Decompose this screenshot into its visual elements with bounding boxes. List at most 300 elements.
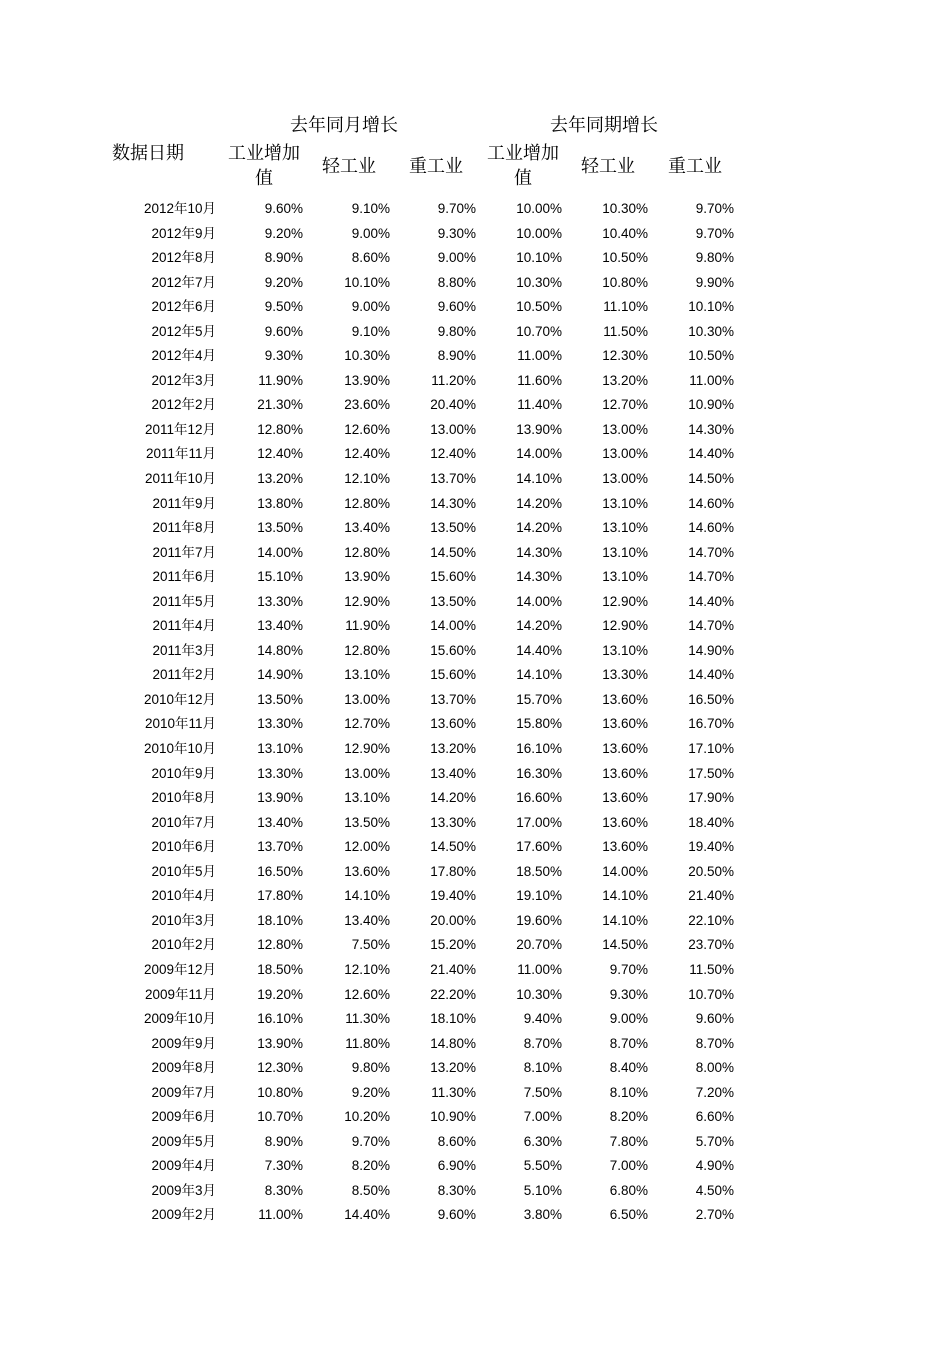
light-month-cell: 12.80% xyxy=(344,642,390,658)
light-period-cell: 13.60% xyxy=(602,839,648,855)
added-value-month-cell: 13.30% xyxy=(257,716,303,732)
added-value-period-cell: 16.10% xyxy=(516,741,562,757)
table-row xyxy=(0,393,950,418)
added-value-month-cell: 14.00% xyxy=(257,544,303,560)
table-row xyxy=(0,1154,950,1179)
heavy-period-cell: 14.60% xyxy=(688,520,734,536)
heavy-month-cell: 14.30% xyxy=(430,495,476,511)
heavy-month-cell: 20.40% xyxy=(430,397,476,413)
date-cell: 2009年9月 xyxy=(151,1035,216,1051)
light-period-cell: 10.30% xyxy=(602,201,648,216)
added-value-month-cell: 7.30% xyxy=(264,1158,303,1174)
light-period-cell: 10.80% xyxy=(602,274,648,290)
light-period-cell: 13.60% xyxy=(602,741,648,757)
table-row xyxy=(0,369,950,394)
light-month-cell: 9.70% xyxy=(351,1133,390,1149)
table-row xyxy=(0,712,950,737)
date-cell: 2010年6月 xyxy=(151,839,216,855)
light-month-cell: 13.40% xyxy=(344,912,390,928)
light-month-cell: 14.40% xyxy=(344,1207,390,1223)
heavy-month-cell: 13.50% xyxy=(430,520,476,536)
added-value-month-cell: 13.40% xyxy=(257,814,303,830)
table-row xyxy=(0,295,950,320)
added-value-month-cell: 8.90% xyxy=(264,1133,303,1149)
light-month-cell: 13.40% xyxy=(344,520,390,536)
added-value-period-cell: 16.30% xyxy=(516,765,562,781)
heavy-month-cell: 10.90% xyxy=(430,1109,476,1125)
added-value-period-cell: 16.60% xyxy=(516,790,562,806)
table-row xyxy=(0,835,950,860)
heavy-period-cell: 14.60% xyxy=(688,495,734,511)
added-value-period-cell: 19.10% xyxy=(516,888,562,904)
light-period-cell: 14.10% xyxy=(602,888,648,904)
table-row xyxy=(0,197,950,222)
added-value-month-cell: 13.30% xyxy=(257,593,303,609)
added-value-period-cell: 19.60% xyxy=(516,912,562,928)
added-value-month-cell: 10.70% xyxy=(257,1109,303,1125)
date-cell: 2011年7月 xyxy=(152,544,216,560)
heavy-month-cell: 6.90% xyxy=(437,1158,476,1174)
table-row xyxy=(0,271,950,296)
added-value-month-cell: 13.70% xyxy=(257,839,303,855)
added-value-period-cell: 14.00% xyxy=(516,446,562,462)
table-row xyxy=(0,320,950,345)
added-value-month-cell: 8.90% xyxy=(264,250,303,266)
date-cell: 2010年5月 xyxy=(151,863,216,879)
added-value-period-cell: 3.80% xyxy=(523,1207,562,1223)
column-header-heavy-month: 重工业 xyxy=(409,156,463,177)
light-period-cell: 13.10% xyxy=(602,495,648,511)
added-value-month-cell: 11.00% xyxy=(258,1207,303,1223)
table-row xyxy=(0,344,950,369)
heavy-period-cell: 11.50% xyxy=(689,961,734,977)
light-month-cell: 7.50% xyxy=(351,937,390,953)
table-row xyxy=(0,541,950,566)
added-value-period-cell: 17.60% xyxy=(516,839,562,855)
added-value-month-cell: 12.30% xyxy=(257,1060,303,1076)
added-value-period-cell: 14.20% xyxy=(516,495,562,511)
table-row xyxy=(0,418,950,443)
light-period-cell: 14.00% xyxy=(602,863,648,879)
date-cell: 2010年10月 xyxy=(143,741,216,757)
light-period-cell: 11.10% xyxy=(603,299,648,315)
light-month-cell: 9.20% xyxy=(351,1084,390,1100)
light-month-cell: 12.60% xyxy=(344,986,390,1002)
date-cell: 2010年3月 xyxy=(151,912,216,928)
added-value-month-cell: 17.80% xyxy=(257,888,303,904)
light-period-cell: 12.70% xyxy=(602,397,648,413)
heavy-period-cell: 10.70% xyxy=(688,986,734,1002)
added-value-period-cell: 18.50% xyxy=(516,863,562,879)
heavy-period-cell: 14.40% xyxy=(688,667,734,683)
heavy-period-cell: 17.50% xyxy=(688,765,734,781)
light-period-cell: 13.10% xyxy=(602,569,648,585)
added-value-period-cell: 15.70% xyxy=(516,691,562,707)
heavy-month-cell: 14.00% xyxy=(430,618,476,634)
light-period-cell: 11.50% xyxy=(603,323,648,339)
added-value-month-cell: 9.60% xyxy=(264,201,303,216)
date-cell: 2009年5月 xyxy=(151,1133,216,1149)
added-value-period-cell: 8.10% xyxy=(523,1060,562,1076)
date-cell: 2012年9月 xyxy=(151,225,216,241)
heavy-month-cell: 9.30% xyxy=(437,225,476,241)
date-cell: 2011年8月 xyxy=(152,520,216,536)
light-month-cell: 13.10% xyxy=(344,790,390,806)
date-cell: 2009年4月 xyxy=(151,1158,216,1174)
added-value-period-cell: 14.10% xyxy=(516,471,562,487)
light-period-cell: 12.90% xyxy=(602,593,648,609)
added-value-month-cell: 9.60% xyxy=(264,323,303,339)
heavy-period-cell: 16.70% xyxy=(688,716,734,732)
heavy-month-cell: 8.80% xyxy=(437,274,476,290)
heavy-period-cell: 14.40% xyxy=(688,593,734,609)
added-value-period-cell: 10.50% xyxy=(516,299,562,315)
added-value-month-cell: 18.10% xyxy=(257,912,303,928)
light-period-cell: 13.10% xyxy=(602,642,648,658)
added-value-month-cell: 16.10% xyxy=(257,1011,303,1027)
heavy-month-cell: 8.30% xyxy=(437,1182,476,1198)
column-header-date: 数据日期 xyxy=(112,143,184,164)
added-value-period-cell: 14.10% xyxy=(516,667,562,683)
added-value-period-cell: 14.40% xyxy=(516,642,562,658)
light-month-cell: 12.80% xyxy=(344,544,390,560)
column-header-added-value-month: 工业增加值 xyxy=(228,143,300,189)
light-period-cell: 8.20% xyxy=(609,1109,648,1125)
date-cell: 2012年10月 xyxy=(143,201,216,216)
heavy-month-cell: 11.30% xyxy=(431,1084,476,1100)
heavy-period-cell: 9.60% xyxy=(695,1011,734,1027)
heavy-month-cell: 8.90% xyxy=(437,348,476,364)
table-row xyxy=(0,590,950,615)
light-period-cell: 6.80% xyxy=(609,1182,648,1198)
added-value-month-cell: 9.20% xyxy=(264,274,303,290)
added-value-period-cell: 20.70% xyxy=(516,937,562,953)
date-cell: 2009年6月 xyxy=(151,1109,216,1125)
heavy-month-cell: 15.60% xyxy=(430,667,476,683)
heavy-month-cell: 15.60% xyxy=(430,642,476,658)
date-cell: 2011年12月 xyxy=(144,421,216,437)
added-value-period-cell: 14.30% xyxy=(516,544,562,560)
column-header-heavy-period: 重工业 xyxy=(668,156,722,177)
heavy-period-cell: 8.70% xyxy=(695,1035,734,1051)
date-cell: 2012年4月 xyxy=(151,348,216,364)
heavy-period-cell: 9.80% xyxy=(695,250,734,266)
added-value-month-cell: 18.50% xyxy=(257,961,303,977)
light-month-cell: 12.90% xyxy=(344,593,390,609)
light-month-cell: 8.60% xyxy=(351,250,390,266)
table-row xyxy=(0,909,950,934)
light-month-cell: 10.10% xyxy=(344,274,390,290)
date-cell: 2009年11月 xyxy=(144,986,216,1002)
added-value-period-cell: 10.30% xyxy=(516,986,562,1002)
light-period-cell: 13.10% xyxy=(602,544,648,560)
light-month-cell: 8.20% xyxy=(351,1158,390,1174)
light-period-cell: 10.40% xyxy=(602,225,648,241)
table-row xyxy=(0,933,950,958)
heavy-period-cell: 5.70% xyxy=(695,1133,734,1149)
date-cell: 2009年2月 xyxy=(151,1207,216,1223)
heavy-period-cell: 10.50% xyxy=(688,348,734,364)
light-month-cell: 23.60% xyxy=(344,397,390,413)
heavy-period-cell: 2.70% xyxy=(695,1207,734,1223)
added-value-month-cell: 11.90% xyxy=(258,372,303,388)
table-row xyxy=(0,1179,950,1204)
heavy-month-cell: 13.70% xyxy=(430,691,476,707)
light-period-cell: 10.50% xyxy=(602,250,648,266)
light-period-cell: 13.00% xyxy=(602,421,648,437)
light-month-cell: 13.90% xyxy=(344,372,390,388)
light-month-cell: 13.50% xyxy=(344,814,390,830)
added-value-period-cell: 10.00% xyxy=(516,201,562,216)
heavy-month-cell: 11.20% xyxy=(431,372,476,388)
table-row xyxy=(0,222,950,247)
added-value-month-cell: 16.50% xyxy=(257,863,303,879)
table-row xyxy=(0,688,950,713)
light-month-cell: 9.10% xyxy=(351,323,390,339)
table-row xyxy=(0,958,950,983)
added-value-period-cell: 7.50% xyxy=(523,1084,562,1100)
light-period-cell: 9.00% xyxy=(609,1011,648,1027)
heavy-month-cell: 20.00% xyxy=(430,912,476,928)
heavy-period-cell: 4.50% xyxy=(695,1182,734,1198)
added-value-month-cell: 8.30% xyxy=(264,1182,303,1198)
date-cell: 2009年8月 xyxy=(151,1060,216,1076)
data-table-body xyxy=(0,197,950,1228)
date-cell: 2009年7月 xyxy=(151,1084,216,1100)
added-value-period-cell: 5.50% xyxy=(523,1158,562,1174)
light-period-cell: 13.20% xyxy=(602,372,648,388)
light-period-cell: 8.40% xyxy=(609,1060,648,1076)
added-value-month-cell: 13.50% xyxy=(257,691,303,707)
heavy-month-cell: 18.10% xyxy=(430,1011,476,1027)
date-cell: 2012年6月 xyxy=(151,299,216,315)
light-month-cell: 10.30% xyxy=(344,348,390,364)
light-month-cell: 9.80% xyxy=(351,1060,390,1076)
heavy-month-cell: 13.20% xyxy=(430,741,476,757)
heavy-period-cell: 9.70% xyxy=(695,225,734,241)
added-value-period-cell: 10.70% xyxy=(516,323,562,339)
light-period-cell: 12.30% xyxy=(602,348,648,364)
added-value-period-cell: 14.20% xyxy=(516,520,562,536)
table-row xyxy=(0,762,950,787)
table-row xyxy=(0,786,950,811)
date-cell: 2011年4月 xyxy=(152,618,216,634)
added-value-period-cell: 5.10% xyxy=(523,1182,562,1198)
light-period-cell: 13.60% xyxy=(602,716,648,732)
heavy-period-cell: 9.90% xyxy=(695,274,734,290)
light-month-cell: 12.10% xyxy=(344,961,390,977)
heavy-period-cell: 14.30% xyxy=(688,421,734,437)
light-month-cell: 11.90% xyxy=(345,618,390,634)
heavy-month-cell: 21.40% xyxy=(430,961,476,977)
date-cell: 2010年8月 xyxy=(151,790,216,806)
light-period-cell: 12.90% xyxy=(602,618,648,634)
light-period-cell: 13.10% xyxy=(602,520,648,536)
added-value-month-cell: 12.80% xyxy=(257,421,303,437)
heavy-month-cell: 9.60% xyxy=(437,299,476,315)
light-period-cell: 13.30% xyxy=(602,667,648,683)
heavy-period-cell: 18.40% xyxy=(688,814,734,830)
added-value-month-cell: 9.20% xyxy=(264,225,303,241)
heavy-period-cell: 11.00% xyxy=(689,372,734,388)
heavy-month-cell: 13.00% xyxy=(430,421,476,437)
date-cell: 2012年8月 xyxy=(151,250,216,266)
light-month-cell: 11.80% xyxy=(345,1035,390,1051)
table-row xyxy=(0,860,950,885)
light-month-cell: 9.10% xyxy=(351,201,390,216)
heavy-period-cell: 20.50% xyxy=(688,863,734,879)
added-value-period-cell: 11.00% xyxy=(517,961,562,977)
added-value-period-cell: 11.40% xyxy=(517,397,562,413)
heavy-period-cell: 4.90% xyxy=(695,1158,734,1174)
added-value-period-cell: 17.00% xyxy=(516,814,562,830)
light-month-cell: 12.00% xyxy=(344,839,390,855)
table-row xyxy=(0,1203,950,1228)
date-cell: 2011年9月 xyxy=(152,495,216,511)
added-value-period-cell: 15.80% xyxy=(516,716,562,732)
light-month-cell: 14.10% xyxy=(344,888,390,904)
added-value-period-cell: 8.70% xyxy=(523,1035,562,1051)
date-cell: 2010年4月 xyxy=(151,888,216,904)
heavy-period-cell: 19.40% xyxy=(688,839,734,855)
light-month-cell: 13.90% xyxy=(344,569,390,585)
heavy-month-cell: 13.30% xyxy=(430,814,476,830)
date-cell: 2011年11月 xyxy=(145,446,216,462)
heavy-period-cell: 23.70% xyxy=(688,937,734,953)
added-value-month-cell: 13.10% xyxy=(257,741,303,757)
table-row xyxy=(0,1105,950,1130)
date-cell: 2010年9月 xyxy=(151,765,216,781)
added-value-period-cell: 9.40% xyxy=(523,1011,562,1027)
table-row xyxy=(0,1007,950,1032)
added-value-month-cell: 13.80% xyxy=(257,495,303,511)
heavy-month-cell: 13.60% xyxy=(430,716,476,732)
light-month-cell: 13.00% xyxy=(344,765,390,781)
added-value-month-cell: 13.40% xyxy=(257,618,303,634)
date-cell: 2012年2月 xyxy=(151,397,216,413)
date-cell: 2011年2月 xyxy=(152,667,216,683)
heavy-period-cell: 9.70% xyxy=(695,201,734,216)
heavy-period-cell: 22.10% xyxy=(688,912,734,928)
table-row xyxy=(0,1056,950,1081)
heavy-month-cell: 13.20% xyxy=(430,1060,476,1076)
date-cell: 2010年2月 xyxy=(151,937,216,953)
added-value-period-cell: 14.00% xyxy=(516,593,562,609)
light-period-cell: 7.00% xyxy=(609,1158,648,1174)
heavy-month-cell: 17.80% xyxy=(430,863,476,879)
added-value-month-cell: 13.90% xyxy=(257,790,303,806)
heavy-month-cell: 12.40% xyxy=(430,446,476,462)
date-cell: 2012年3月 xyxy=(151,372,216,388)
light-period-cell: 7.80% xyxy=(609,1133,648,1149)
table-row xyxy=(0,1081,950,1106)
heavy-period-cell: 8.00% xyxy=(695,1060,734,1076)
heavy-month-cell: 14.20% xyxy=(430,790,476,806)
light-period-cell: 13.60% xyxy=(602,790,648,806)
heavy-period-cell: 10.10% xyxy=(688,299,734,315)
date-cell: 2011年5月 xyxy=(152,593,216,609)
light-month-cell: 12.60% xyxy=(344,421,390,437)
date-cell: 2010年11月 xyxy=(144,716,216,732)
table-row xyxy=(0,516,950,541)
date-cell: 2009年12月 xyxy=(143,961,216,977)
table-row xyxy=(0,492,950,517)
added-value-period-cell: 10.30% xyxy=(516,274,562,290)
date-cell: 2011年6月 xyxy=(152,569,216,585)
heavy-month-cell: 13.70% xyxy=(430,471,476,487)
table-row xyxy=(0,884,950,909)
added-value-period-cell: 10.00% xyxy=(516,225,562,241)
heavy-month-cell: 8.60% xyxy=(437,1133,476,1149)
heavy-month-cell: 22.20% xyxy=(430,986,476,1002)
light-month-cell: 8.50% xyxy=(351,1182,390,1198)
column-header-light-period: 轻工业 xyxy=(581,156,635,177)
heavy-month-cell: 15.20% xyxy=(430,937,476,953)
heavy-period-cell: 17.90% xyxy=(688,790,734,806)
table-row xyxy=(0,663,950,688)
heavy-period-cell: 7.20% xyxy=(695,1084,734,1100)
added-value-month-cell: 9.30% xyxy=(264,348,303,364)
date-cell: 2011年3月 xyxy=(152,642,216,658)
heavy-period-cell: 14.50% xyxy=(688,471,734,487)
heavy-month-cell: 9.00% xyxy=(437,250,476,266)
table-row xyxy=(0,983,950,1008)
table-row xyxy=(0,1032,950,1057)
light-period-cell: 9.70% xyxy=(609,961,648,977)
heavy-period-cell: 14.40% xyxy=(688,446,734,462)
added-value-month-cell: 9.50% xyxy=(264,299,303,315)
heavy-period-cell: 14.90% xyxy=(688,642,734,658)
light-month-cell: 12.70% xyxy=(344,716,390,732)
date-cell: 2012年5月 xyxy=(151,323,216,339)
added-value-month-cell: 12.80% xyxy=(257,937,303,953)
date-cell: 2009年10月 xyxy=(143,1011,216,1027)
group-header-period: 去年同期增长 xyxy=(550,115,658,136)
table-row xyxy=(0,737,950,762)
light-period-cell: 14.50% xyxy=(602,937,648,953)
heavy-period-cell: 10.30% xyxy=(688,323,734,339)
heavy-month-cell: 14.50% xyxy=(430,839,476,855)
light-month-cell: 12.80% xyxy=(344,495,390,511)
heavy-month-cell: 19.40% xyxy=(430,888,476,904)
table-row xyxy=(0,1130,950,1155)
added-value-period-cell: 7.00% xyxy=(523,1109,562,1125)
table-row xyxy=(0,246,950,271)
light-month-cell: 12.40% xyxy=(344,446,390,462)
added-value-period-cell: 10.10% xyxy=(516,250,562,266)
table-row xyxy=(0,811,950,836)
added-value-month-cell: 13.20% xyxy=(257,471,303,487)
table-row xyxy=(0,614,950,639)
light-period-cell: 13.60% xyxy=(602,814,648,830)
date-cell: 2012年7月 xyxy=(151,274,216,290)
added-value-period-cell: 14.30% xyxy=(516,569,562,585)
heavy-month-cell: 9.70% xyxy=(437,201,476,216)
added-value-period-cell: 13.90% xyxy=(516,421,562,437)
added-value-month-cell: 15.10% xyxy=(257,569,303,585)
light-period-cell: 9.30% xyxy=(609,986,648,1002)
date-cell: 2011年10月 xyxy=(144,471,216,487)
light-month-cell: 11.30% xyxy=(345,1011,390,1027)
light-month-cell: 13.00% xyxy=(344,691,390,707)
date-cell: 2010年12月 xyxy=(143,691,216,707)
heavy-period-cell: 16.50% xyxy=(688,691,734,707)
table-row xyxy=(0,442,950,467)
added-value-month-cell: 13.90% xyxy=(257,1035,303,1051)
light-period-cell: 13.60% xyxy=(602,765,648,781)
light-month-cell: 10.20% xyxy=(344,1109,390,1125)
heavy-period-cell: 14.70% xyxy=(688,569,734,585)
